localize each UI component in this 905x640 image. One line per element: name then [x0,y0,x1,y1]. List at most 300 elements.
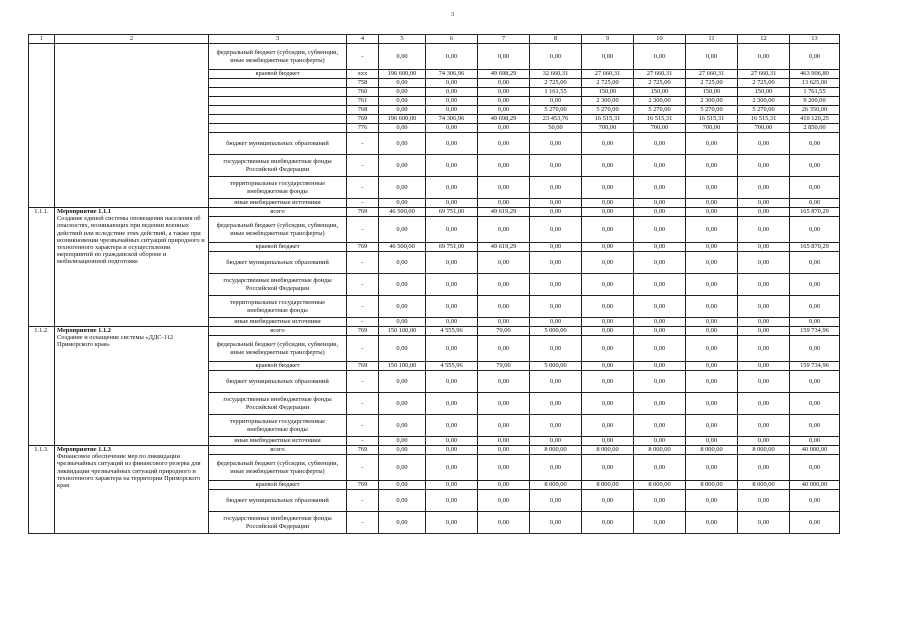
amount-cell: 150,00 [582,88,634,97]
amount-cell: 0,00 [582,155,634,177]
amount-cell: 49 619,29 [478,208,530,217]
amount-cell: 0,00 [426,79,478,88]
budget-code: - [347,133,379,155]
amount-cell: 0,00 [426,274,478,296]
amount-cell: 5 000,00 [530,362,582,371]
amount-cell: 5 000,00 [530,327,582,336]
amount-cell: 0,00 [582,327,634,336]
amount-cell: 5 270,00 [582,106,634,115]
funding-source: иные внебюджетные источники [209,437,347,446]
amount-cell: 50,00 [530,124,582,133]
amount-cell: 0,00 [634,362,686,371]
budget-code: 761 [347,97,379,106]
budget-code: - [347,318,379,327]
funding-source [209,97,347,106]
amount-cell: 0,00 [426,199,478,208]
table-row [29,44,840,70]
amount-cell: 0,00 [530,274,582,296]
amount-cell: 79,00 [478,362,530,371]
amount-cell: 0,00 [426,155,478,177]
amount-cell: 700,00 [582,124,634,133]
amount-cell: 150,00 [686,88,738,97]
amount-cell: 0,00 [790,274,840,296]
amount-cell: 0,00 [582,512,634,534]
amount-cell: 0,00 [379,512,426,534]
amount-cell: 27 660,31 [634,70,686,79]
amount-cell: 0,00 [426,97,478,106]
amount-cell: 0,00 [426,133,478,155]
amount-cell: 0,00 [738,243,790,252]
amount-cell: 16 515,31 [686,115,738,124]
amount-cell: 0,00 [530,455,582,481]
col-number: 7 [478,35,530,44]
amount-cell: 0,00 [738,415,790,437]
amount-cell: 0,00 [686,155,738,177]
amount-cell: 0,00 [530,44,582,70]
amount-cell: 0,00 [478,481,530,490]
amount-cell: 0,00 [738,490,790,512]
amount-cell: 26 350,00 [790,106,840,115]
amount-cell: 0,00 [426,393,478,415]
amount-cell: 0,00 [379,88,426,97]
amount-cell: 0,00 [686,44,738,70]
activity-number: 1.1.1. [29,208,55,327]
amount-cell: 0,00 [686,371,738,393]
amount-cell: 0,00 [478,155,530,177]
budget-code: - [347,217,379,243]
amount-cell: 0,00 [478,274,530,296]
amount-cell: 4 555,96 [426,327,478,336]
amount-cell: 0,00 [790,437,840,446]
amount-cell: 0,00 [686,362,738,371]
amount-cell: 0,00 [379,393,426,415]
funding-source: иные внебюджетные источники [209,199,347,208]
amount-cell: 0,00 [379,481,426,490]
budget-code: - [347,296,379,318]
budget-code: 769 [347,327,379,336]
amount-cell: 0,00 [686,393,738,415]
funding-source: всего [209,208,347,217]
amount-cell: 8 000,00 [582,481,634,490]
amount-cell: 0,00 [582,490,634,512]
amount-cell: 196 600,00 [379,70,426,79]
amount-cell: 0,00 [379,274,426,296]
amount-cell: 8 000,00 [738,481,790,490]
activity-description [55,446,209,534]
amount-cell: 0,00 [478,371,530,393]
funding-source: федеральный бюджет (субсидии, субвенции, иные межбюджетные трансферты) [209,44,347,70]
amount-cell: 0,00 [478,415,530,437]
amount-cell: 16 515,31 [634,115,686,124]
funding-source: территориальные государственные внебюджетные фонды [209,177,347,199]
amount-cell: 0,00 [530,208,582,217]
amount-cell: 0,00 [790,512,840,534]
amount-cell: 5 270,00 [686,106,738,115]
budget-code: 769 [347,243,379,252]
amount-cell: 0,00 [379,155,426,177]
amount-cell: 74 306,96 [426,115,478,124]
amount-cell: 0,00 [530,437,582,446]
amount-cell: 0,00 [426,415,478,437]
amount-cell: 0,00 [686,415,738,437]
amount-cell: 16 515,31 [738,115,790,124]
amount-cell: 0,00 [634,327,686,336]
amount-cell: 0,00 [738,252,790,274]
funding-source: территориальные государственные внебюджетные фонды [209,296,347,318]
table-row [29,208,840,217]
amount-cell: 0,00 [790,252,840,274]
amount-cell: 0,00 [634,336,686,362]
amount-cell: 0,00 [478,106,530,115]
page-number: 3 [451,12,454,18]
amount-cell: 0,00 [530,199,582,208]
budget-code: ххх [347,70,379,79]
amount-cell: 0,00 [634,490,686,512]
amount-cell: 0,00 [426,490,478,512]
amount-cell: 0,00 [686,133,738,155]
funding-source [209,115,347,124]
amount-cell: 0,00 [379,252,426,274]
col-number: 1 [29,35,55,44]
budget-code: - [347,490,379,512]
amount-cell: 0,00 [634,371,686,393]
amount-cell: 0,00 [426,252,478,274]
funding-source: государственные внебюджетные фонды Российской Федерации [209,512,347,534]
amount-cell: 0,00 [790,177,840,199]
amount-cell: 0,00 [582,217,634,243]
amount-cell: 16 515,31 [582,115,634,124]
amount-cell: 0,00 [426,336,478,362]
funding-source: бюджет муниципальных образований [209,133,347,155]
funding-source: краевой бюджет [209,243,347,252]
amount-cell: 0,00 [634,274,686,296]
amount-cell: 463 906,80 [790,70,840,79]
amount-cell: 0,00 [790,455,840,481]
amount-cell: 0,00 [426,106,478,115]
amount-cell: 2 300,00 [634,97,686,106]
budget-code: - [347,252,379,274]
amount-cell: 0,00 [478,177,530,199]
funding-source: федеральный бюджет (субсидии, субвенции, иные межбюджетные трансферты) [209,336,347,362]
amount-cell: 0,00 [686,490,738,512]
amount-cell: 0,00 [426,44,478,70]
amount-cell: 46 500,00 [379,243,426,252]
amount-cell: 2 300,00 [582,97,634,106]
budget-code: - [347,415,379,437]
amount-cell: 0,00 [738,318,790,327]
amount-cell: 150 100,00 [379,327,426,336]
amount-cell: 27 660,31 [686,70,738,79]
amount-cell: 0,00 [634,199,686,208]
amount-cell: 0,00 [738,133,790,155]
amount-cell: 150,00 [738,88,790,97]
col-number: 4 [347,35,379,44]
amount-cell: 40 000,00 [790,446,840,455]
amount-cell: 0,00 [686,274,738,296]
funding-source: федеральный бюджет (субсидии, субвенции, иные межбюджетные трансферты) [209,455,347,481]
amount-cell: 0,00 [530,243,582,252]
amount-cell: 0,00 [426,512,478,534]
amount-cell: 0,00 [686,512,738,534]
amount-cell: 69 751,00 [426,208,478,217]
amount-cell: 0,00 [738,512,790,534]
activity-number: 1.1.2. [29,327,55,446]
col-number: 9 [582,35,634,44]
amount-cell: 0,00 [478,336,530,362]
amount-cell: 8 000,00 [530,481,582,490]
amount-cell: 0,00 [634,217,686,243]
amount-cell: 0,00 [686,455,738,481]
amount-cell: 0,00 [530,393,582,415]
activity-number [29,44,55,208]
amount-cell: 0,00 [478,252,530,274]
funding-source: всего [209,446,347,455]
funding-source: всего [209,327,347,336]
amount-cell: 0,00 [582,437,634,446]
amount-cell: 0,00 [582,199,634,208]
amount-cell: 0,00 [686,208,738,217]
amount-cell: 0,00 [530,252,582,274]
budget-code: - [347,199,379,208]
budget-code: - [347,512,379,534]
amount-cell: 0,00 [634,296,686,318]
amount-cell: 0,00 [634,44,686,70]
col-number: 10 [634,35,686,44]
amount-cell: 0,00 [530,371,582,393]
amount-cell: 32 660,31 [530,70,582,79]
amount-cell: 0,00 [530,177,582,199]
amount-cell: 0,00 [634,415,686,437]
amount-cell: 0,00 [478,88,530,97]
budget-code: 769 [347,481,379,490]
amount-cell: 159 734,96 [790,362,840,371]
amount-cell: 0,00 [634,208,686,217]
amount-cell: 2 725,00 [738,79,790,88]
amount-cell: 0,00 [790,155,840,177]
activity-description [55,208,209,327]
amount-cell: 0,00 [790,393,840,415]
amount-cell: 0,00 [530,336,582,362]
activity-description [55,327,209,446]
amount-cell: 0,00 [478,97,530,106]
amount-cell: 0,00 [582,133,634,155]
amount-cell: 0,00 [582,296,634,318]
amount-cell: 0,00 [379,97,426,106]
amount-cell: 0,00 [582,393,634,415]
amount-cell: 0,00 [530,490,582,512]
budget-code: - [347,437,379,446]
amount-cell: 0,00 [379,177,426,199]
amount-cell: 0,00 [790,371,840,393]
amount-cell: 0,00 [686,243,738,252]
amount-cell: 0,00 [379,199,426,208]
amount-cell: 1 161,55 [530,88,582,97]
budget-code: - [347,336,379,362]
amount-cell: 2 725,00 [686,79,738,88]
budget-code: 769 [347,362,379,371]
amount-cell: 0,00 [634,155,686,177]
amount-cell: 0,00 [582,208,634,217]
amount-cell: 0,00 [426,437,478,446]
amount-cell: 0,00 [530,217,582,243]
amount-cell: 0,00 [379,415,426,437]
budget-code: - [347,455,379,481]
funding-source: бюджет муниципальных образований [209,252,347,274]
amount-cell: 700,00 [686,124,738,133]
amount-cell: 0,00 [686,327,738,336]
amount-cell: 74 306,96 [426,70,478,79]
funding-source: бюджет муниципальных образований [209,490,347,512]
amount-cell: 0,00 [426,371,478,393]
amount-cell: 0,00 [686,318,738,327]
amount-cell: 0,00 [426,296,478,318]
amount-cell: 0,00 [426,481,478,490]
amount-cell: 0,00 [582,415,634,437]
column-number-row [29,35,840,44]
amount-cell: 0,00 [379,44,426,70]
amount-cell: 165 870,29 [790,243,840,252]
funding-source: краевой бюджет [209,362,347,371]
amount-cell: 9 200,00 [790,97,840,106]
amount-cell: 0,00 [582,243,634,252]
amount-cell: 0,00 [379,490,426,512]
amount-cell: 0,00 [738,336,790,362]
amount-cell: 0,00 [530,415,582,437]
amount-cell: 0,00 [738,44,790,70]
amount-cell: 0,00 [738,208,790,217]
amount-cell: 0,00 [478,490,530,512]
amount-cell: 46 500,00 [379,208,426,217]
funding-source: государственные внебюджетные фонды Российской Федерации [209,274,347,296]
amount-cell: 0,00 [686,217,738,243]
amount-cell: 8 000,00 [738,446,790,455]
funding-source [209,124,347,133]
amount-cell: 2 725,00 [530,79,582,88]
budget-code: 769 [347,446,379,455]
amount-cell: 0,00 [790,133,840,155]
amount-cell: 0,00 [738,274,790,296]
amount-cell: 0,00 [478,455,530,481]
amount-cell: 0,00 [478,446,530,455]
amount-cell: 0,00 [530,318,582,327]
funding-source: федеральный бюджет (субсидии, субвенции, иные межбюджетные трансферты) [209,217,347,243]
amount-cell: 8 000,00 [582,446,634,455]
budget-code: - [347,371,379,393]
amount-cell: 0,00 [738,155,790,177]
amount-cell: 150 100,00 [379,362,426,371]
amount-cell: 2 300,00 [738,97,790,106]
amount-cell: 27 660,31 [738,70,790,79]
amount-cell: 0,00 [582,44,634,70]
funding-source: краевой бюджет [209,481,347,490]
amount-cell: 49 698,29 [478,115,530,124]
funding-source: территориальные государственные внебюджетные фонды [209,415,347,437]
amount-cell: 4 555,96 [426,362,478,371]
funding-source: государственные внебюджетные фонды Российской Федерации [209,155,347,177]
amount-cell: 0,00 [738,296,790,318]
amount-cell: 0,00 [478,437,530,446]
amount-cell: 49 619,29 [478,243,530,252]
amount-cell: 0,00 [738,327,790,336]
amount-cell: 0,00 [530,155,582,177]
amount-cell: 0,00 [634,455,686,481]
amount-cell: 1 761,55 [790,88,840,97]
budget-code: 768 [347,106,379,115]
amount-cell: 0,00 [426,177,478,199]
amount-cell: 0,00 [426,88,478,97]
amount-cell: 0,00 [530,296,582,318]
amount-cell: 0,00 [634,437,686,446]
amount-cell: 27 660,31 [582,70,634,79]
funding-source [209,106,347,115]
amount-cell: 0,00 [478,318,530,327]
amount-cell: 0,00 [738,177,790,199]
amount-cell: 0,00 [790,415,840,437]
amount-cell: 0,00 [738,371,790,393]
amount-cell: 79,00 [478,327,530,336]
amount-cell: 69 751,00 [426,243,478,252]
amount-cell: 0,00 [686,199,738,208]
amount-cell: 0,00 [379,296,426,318]
amount-cell: 0,00 [582,177,634,199]
col-number: 11 [686,35,738,44]
amount-cell: 0,00 [582,274,634,296]
budget-code: - [347,44,379,70]
budget-code: 758 [347,79,379,88]
amount-cell: 5 270,00 [634,106,686,115]
amount-cell: 196 600,00 [379,115,426,124]
amount-cell: 0,00 [478,79,530,88]
amount-cell: 0,00 [738,393,790,415]
amount-cell: 0,00 [426,446,478,455]
table-row [29,327,840,336]
amount-cell: 23 453,76 [530,115,582,124]
amount-cell: 8 000,00 [530,446,582,455]
amount-cell: 0,00 [634,252,686,274]
amount-cell: 0,00 [379,336,426,362]
amount-cell: 0,00 [379,79,426,88]
activity-title: Мероприятие 1.1.1 [57,208,111,215]
funding-source: государственные внебюджетные фонды Российской Федерации [209,393,347,415]
amount-cell: 0,00 [738,362,790,371]
amount-cell: 0,00 [738,437,790,446]
funding-source [209,79,347,88]
table-body [29,35,840,534]
table-row [29,446,840,455]
funding-source: краевой бюджет [209,70,347,79]
budget-code: 776 [347,124,379,133]
amount-cell: 700,00 [738,124,790,133]
amount-cell: 2 300,00 [686,97,738,106]
amount-cell: 0,00 [379,371,426,393]
amount-cell: 410 120,25 [790,115,840,124]
budget-code: - [347,177,379,199]
amount-cell: 0,00 [379,106,426,115]
amount-cell: 0,00 [582,318,634,327]
activity-text: Создание единой системы оповещения населения об опасностях, возникающих при ведении военных действий или вследствие этих действий, а также при возникновении чрезвычайных ситуаций природного и техногенного характера и осуществлении мероприятий по гражданской обороне и мобилизационной подготовке [57,215,205,266]
funding-source: бюджет муниципальных образований [209,371,347,393]
amount-cell: 0,00 [478,512,530,534]
amount-cell: 0,00 [582,455,634,481]
amount-cell: 0,00 [634,318,686,327]
amount-cell: 0,00 [790,44,840,70]
funding-source [209,88,347,97]
amount-cell: 0,00 [582,362,634,371]
amount-cell: 0,00 [379,124,426,133]
budget-code: - [347,274,379,296]
amount-cell: 0,00 [379,133,426,155]
amount-cell: 159 734,96 [790,327,840,336]
